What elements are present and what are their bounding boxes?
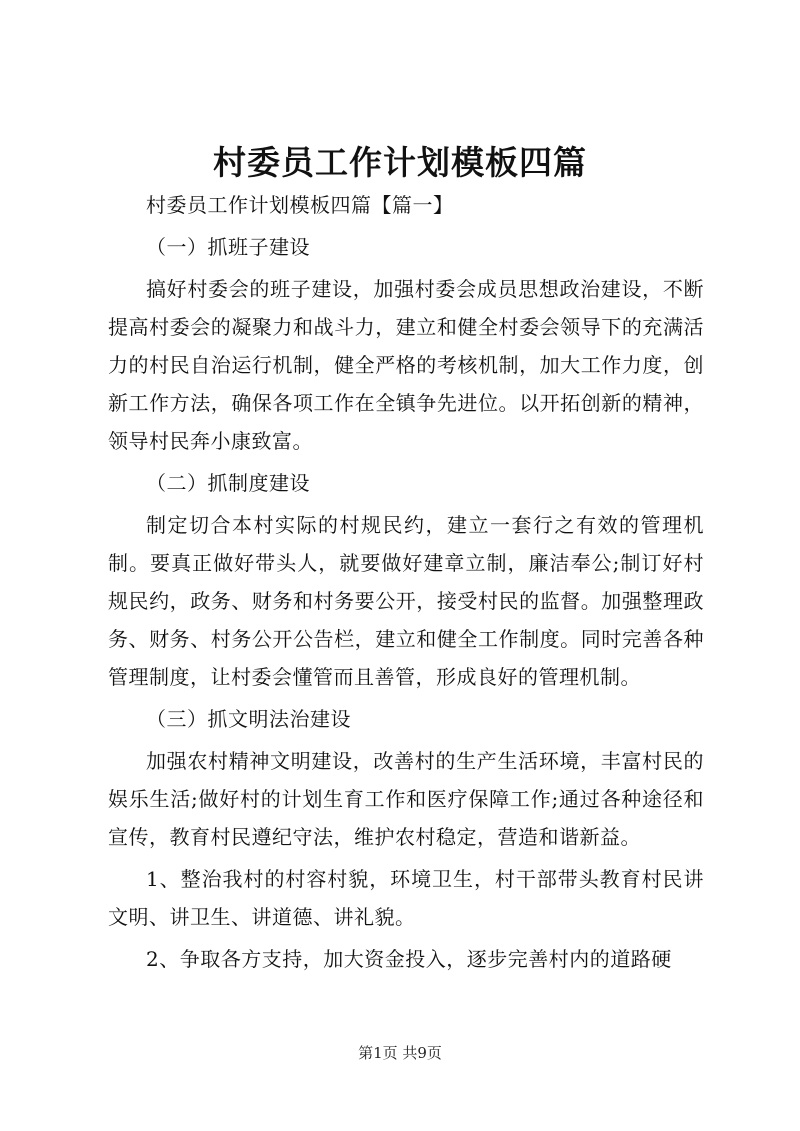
paragraph: 2、争取各方支持，加大资金投入，逐步完善村内的道路硬 <box>146 947 672 971</box>
document-title: 村委员工作计划模板四篇 <box>213 143 587 182</box>
document-body <box>108 186 704 982</box>
section-heading: （一）抓班子建设 <box>146 235 310 259</box>
section-heading: （三）抓文明法治建设 <box>146 707 351 731</box>
paragraph: 加强农村精神文明建设，改善村的生产生活环境，丰富村民的娱乐生活;做好村的计划生育工作和医疗保障工作;通过各种途径和宣传，教育村民遵纪守法，维护农村稳定，营造和谐新益。 <box>108 749 704 849</box>
page-footer: 第1页 共9页 <box>358 1044 442 1062</box>
paragraph: 1、整治我村的村容村貌，环境卫生，村干部带头教育村民讲文明、讲卫生、讲道德、讲礼貌。 <box>108 867 704 929</box>
document-subtitle: 村委员工作计划模板四篇【篇一】 <box>146 193 454 217</box>
paragraph: 搞好村委会的班子建设，加强村委会成员思想政治建设，不断提高村委会的凝聚力和战斗力，建立和健全村委会领导下的充满活力的村民自治运行机制，健全严格的考核机制，加大工作力度，创新工作方法，确保各项工作在全镇争先进位。以开拓创新的精神，领导村民奔小康致富。 <box>108 277 704 453</box>
paragraph: 制定切合本村实际的村规民约，建立一套行之有效的管理机制。要真正做好带头人，就要做好建章立制，廉洁奉公;制订好村规民约，政务、财务和村务要公开，接受村民的监督。加强整理政务、财务、村务公开公告栏，建立和健全工作制度。同时完善各种管理制度，让村委会懂管而且善管，形成良好的管理机制。 <box>108 513 704 689</box>
section-heading: （二）抓制度建设 <box>146 471 310 495</box>
